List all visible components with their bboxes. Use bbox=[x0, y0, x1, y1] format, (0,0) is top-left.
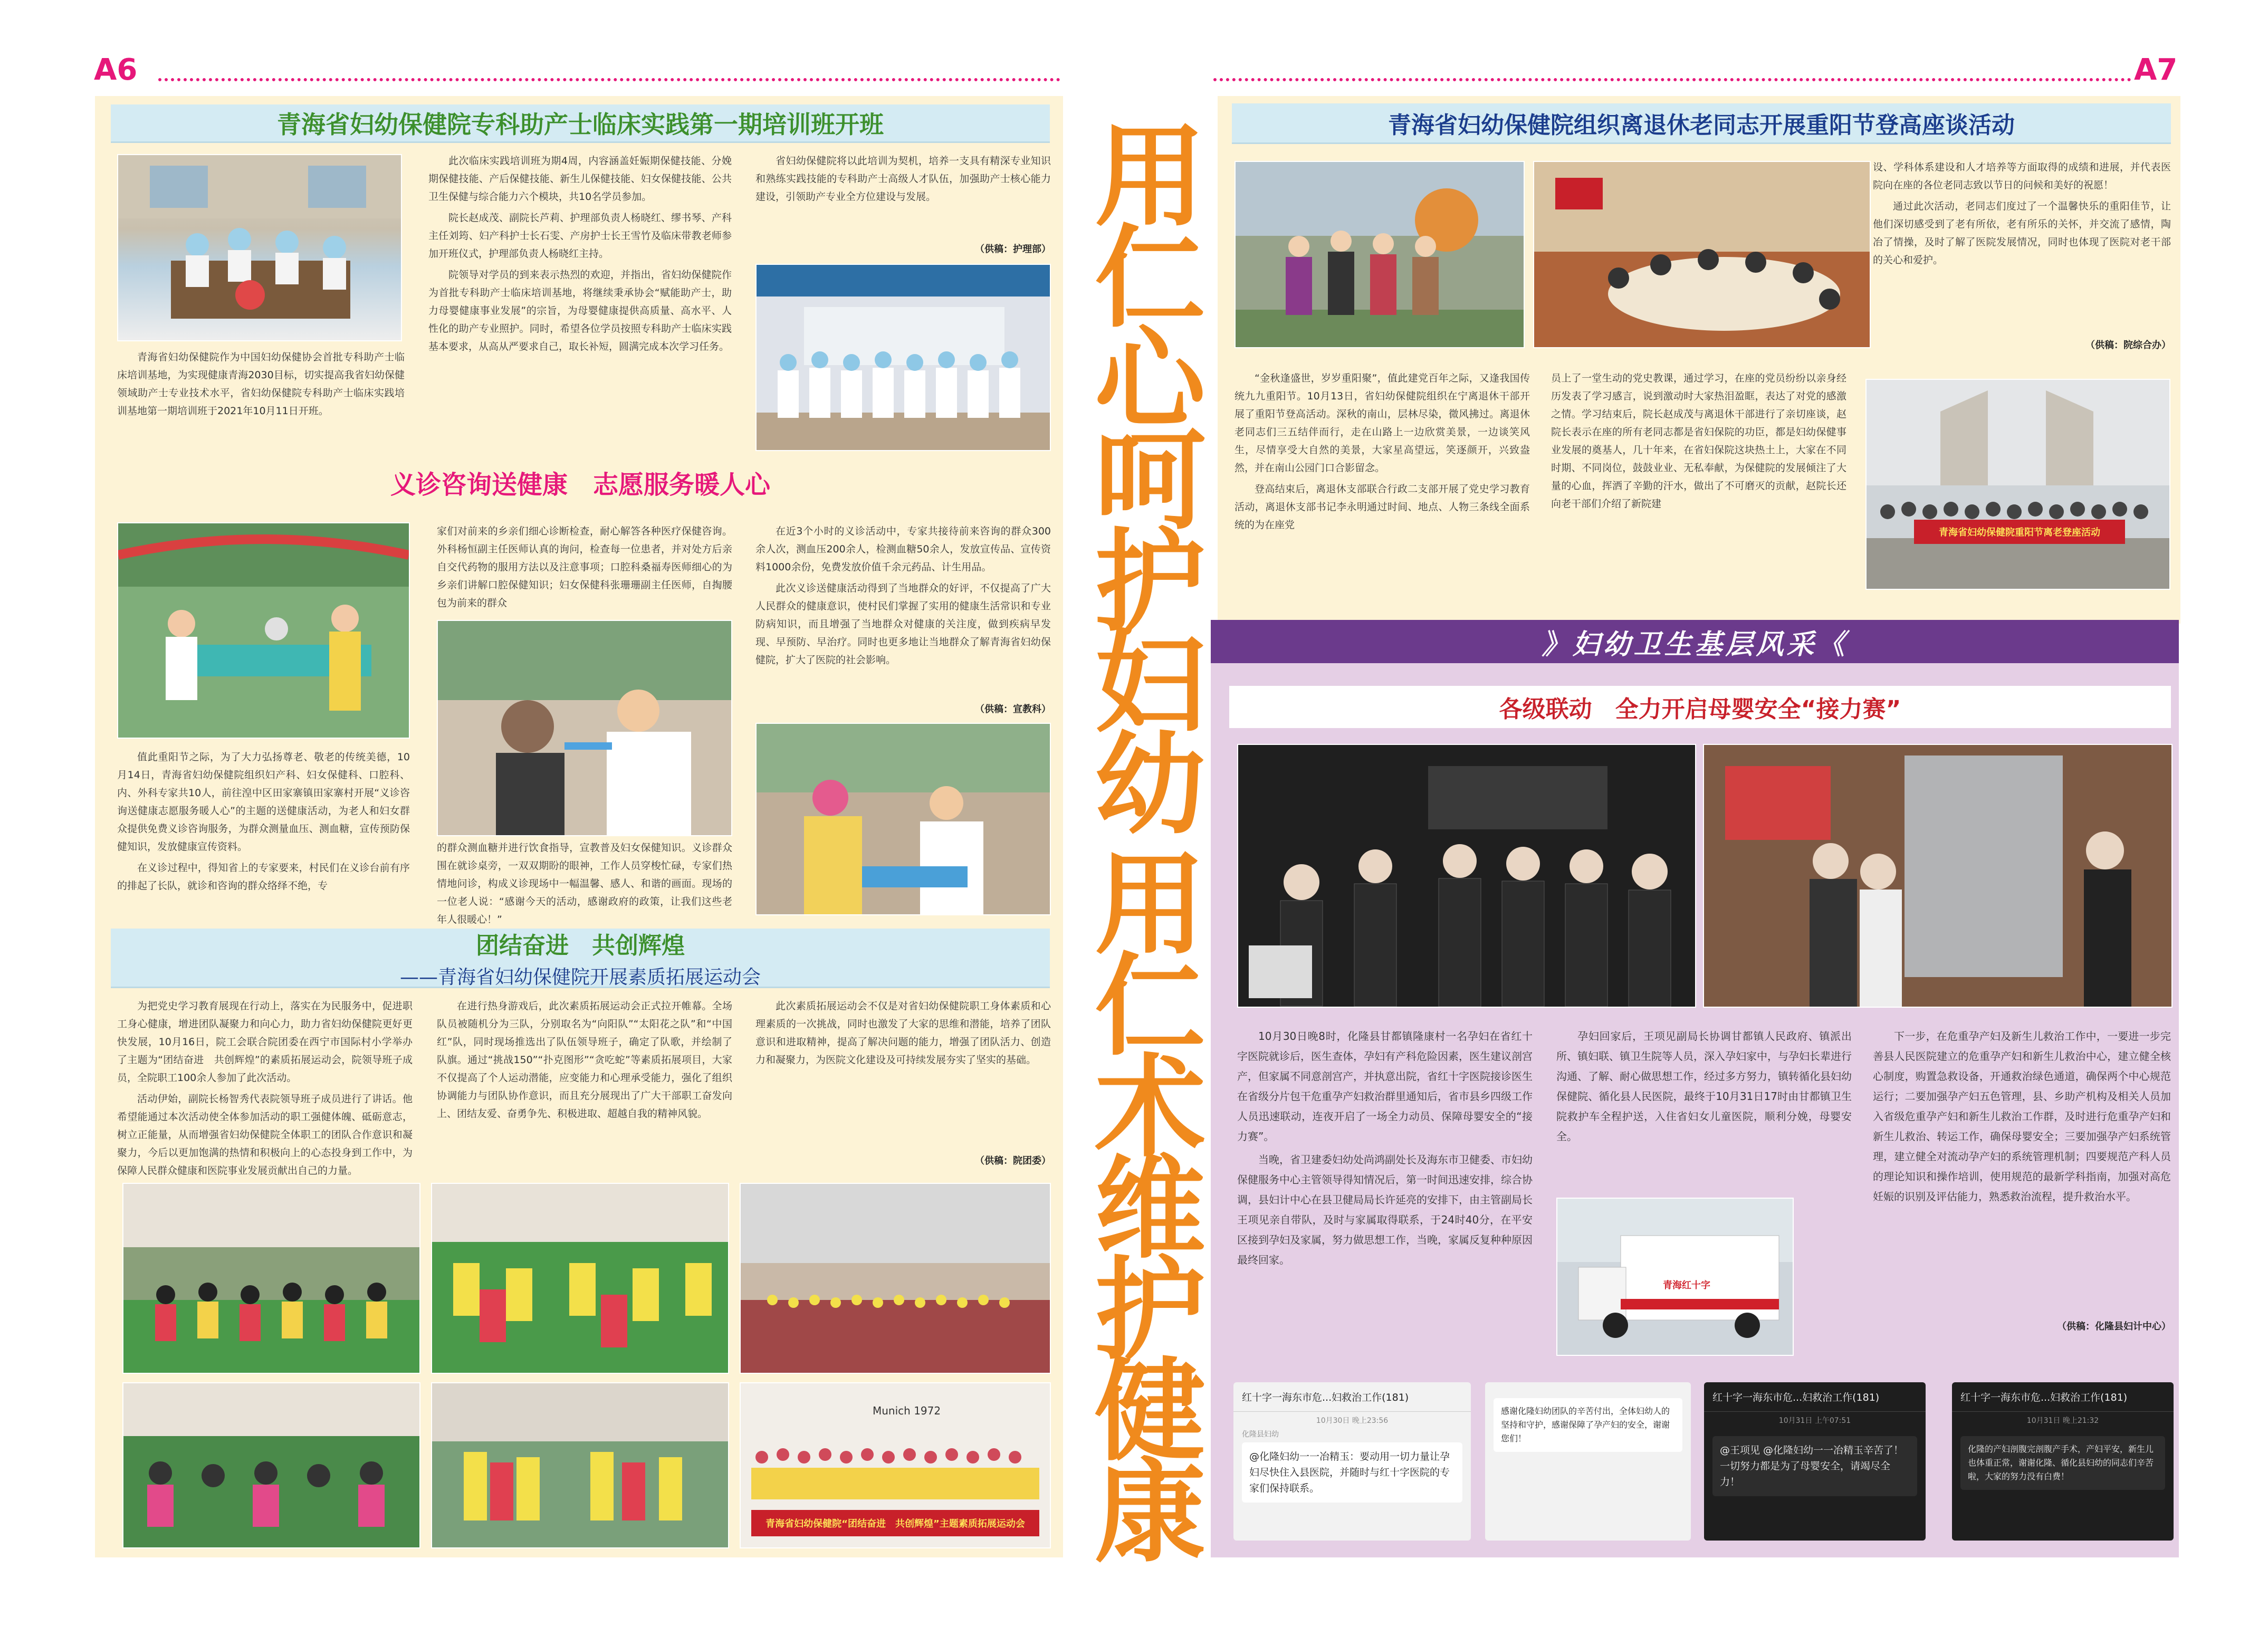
a2-paragraph: 在义诊过程中，得知省上的专家要来，村民们在义诊台前有序的排起了长队，就诊和咨询的群众络绎不绝，专 bbox=[117, 862, 410, 892]
photo-elderly-garden bbox=[1235, 161, 1525, 348]
a3-paragraph: 在进行热身游戏后，此次素质拓展运动会正式拉开帷幕。全场队员被随机分为三队，分别取名为“向阳队”“太阳花之队”和“中国红”队，同时现场推选出了队伍领导班子，确定了队歌，并绘制了队旗。通过“挑战150”“扑克图形”“贪吃蛇”等素质拓展项目，大家不仅提高了个人运动潜能，应变能力和心理承受能力，强化了组织协调能力与团队协作意识，而且充分展现出了广大干部职工奋发向上、团结友爱、奋勇争先、积极进取、超越自我的精神风貌。 bbox=[437, 1000, 732, 1120]
a3-paragraph: 为把党史学习教育展现在行动上，落实在为民服务中，促进职工身心健康，增进团队凝聚力和向心力，助力省妇幼保健院更好更快发展，10月16日，院工会联合院团委在西宁市国际村小学举办了主题为“团结奋进 共创辉煌”的素质拓展运动会，院领导班子成员，全院职工100余人参加了此次活动。 bbox=[117, 1000, 413, 1084]
chat-screenshot-3 bbox=[1704, 1382, 1926, 1541]
a3-credit: （供稿：院团委） bbox=[975, 1155, 1051, 1166]
chat-screenshot-1 bbox=[1233, 1382, 1471, 1541]
top-divider-right bbox=[1213, 78, 2131, 81]
slogan-line-1: 用仁心呵护妇幼 bbox=[1094, 112, 1205, 849]
photo-training-meeting bbox=[117, 154, 402, 341]
photo-sports-4 bbox=[122, 1382, 420, 1548]
a2-paragraph: 此次义诊送健康活动得到了当地群众的好评，不仅提高了广大人民群众的健康意识，使村民们掌握了实用的健康生活常识和专业防病知识，而且增强了当地群众对健康的关注度，做到疾病早发现、早预防、早治疗。同时也更多地让当地群众了解青海省妇幼保健院，扩大了医院的社会影响。 bbox=[755, 582, 1051, 666]
a3-column-2 bbox=[437, 997, 732, 1177]
chat-message: @王项见 @化隆妇幼一一冶精玉辛苦了！一切努力都是为了母婴安全，请竭尽全力！ bbox=[1712, 1436, 1917, 1496]
activity-banner: 青海省妇幼保健院“团结奋进 共创辉煌”主题素质拓展运动会 bbox=[751, 1510, 1039, 1536]
a3-paragraph: 活动伊始，副院长杨智秀代表院领导班子成员进行了讲话。他希望能通过本次活动使全体参加活动的职工强健体魄、砥砺意志，树立正能量，从而增强省妇幼保健院全体职工的团队合作意识和凝聚力，今后以更加饱满的热情和积极向上的心态投身到工作中，为保障人民群众健康和医院事业发展贡献出自己的力量。 bbox=[117, 1093, 413, 1177]
chat-message: 感谢化隆妇幼团队的辛苦付出，全体妇幼人的坚持和守护，感谢保障了孕产妇的安全，谢谢您们！ bbox=[1494, 1398, 1682, 1452]
b1-column-1 bbox=[1235, 369, 1530, 615]
photo-training-group bbox=[755, 264, 1051, 451]
a1-credit: （供稿：护理部） bbox=[975, 244, 1051, 255]
photo-sports-1 bbox=[122, 1183, 420, 1374]
page-number-right: A7 bbox=[2134, 53, 2178, 87]
chat-title: 红十字一海东市危...妇救治工作(181) bbox=[1704, 1382, 1926, 1412]
ambulance-label: 青海红十字 bbox=[1663, 1280, 1710, 1291]
photo-home-visit bbox=[1703, 744, 2173, 1008]
a1-paragraph: 省妇幼保健院将以此培训为契机，培养一支具有精深专业知识和熟练实践技能的专科助产士高级人才队伍，加强助产士核心能力建设，引领助产专业全方位建设与发展。 bbox=[755, 155, 1051, 203]
a2-paragraph: 在近3个小时的义诊活动中，专家共接待前来咨询的群众300余人次，测血压200余人，检测血糖50余人，发放宣传品、宣传资料1000余份，免费发放价值千余元药品、计生用品。 bbox=[755, 525, 1051, 573]
b2-paragraph: 下一步，在危重孕产妇及新生儿救治工作中，一要进一步完善县人民医院建立的危重孕产妇和新生儿救治中心，建立健全核心制度，购置急救设备，开通救治绿色通道，确保两个中心规范运行；二要加强孕产妇五色管理，县、乡助产机构及相关人员加入省级危重孕产妇和新生儿救治工作群，及时进行危重孕产妇和新生儿救治、转运工作，确保母婴安全；三要加强孕产妇系统管理，建立健全对流动孕产妇的系统管理机制；四要规范产科人员的理论知识和操作培训，使用规范的最新学科指南，加强对高危妊娠的识别及评估能力，熟悉救治流程，提升救治水平。 bbox=[1873, 1030, 2171, 1203]
chat-time: 10月31日 上午07:51 bbox=[1778, 1417, 1851, 1425]
section-header: 》妇幼卫生基层风采《 bbox=[1211, 620, 2179, 663]
chat-time: 10月31日 晚上21:32 bbox=[2026, 1417, 2099, 1425]
chat-title: 红十字一海东市危...妇救治工作(181) bbox=[1233, 1382, 1471, 1412]
b1-paragraph: 员上了一堂生动的党史教课，通过学习，在座的党员纷纷以亲身经历发表了学习感言，说到激动时大家热泪盈眶，表达了对党的感激之情。学习结束后，院长赵成茂与离退休干部进行了亲切座谈，赵院长表示在座的所有老同志都是省妇保院的功臣，都是妇幼保健事业发展的奠基人，几十年来，在省妇保院这块热土上，大家在不同时期、不同岗位，鼓鼓业业、无私奉献，为保健院的发展倾注了大量的心血，挥洒了辛勤的汗水，做出了不可磨灭的贡献，赵院长还向老干部们介绍了新院建 bbox=[1551, 372, 1846, 510]
article-title-bar bbox=[1232, 103, 2171, 144]
article-title: 青海省妇幼保健院专科助产士临床实践第一期培训班开班 bbox=[277, 110, 884, 139]
b1-paragraph: 登高结束后，离退休支部联合行政二支部开展了党史学习教育活动，离退休支部书记李永明通过时间、地点、人物三条线全面系统的为在座党 bbox=[1235, 483, 1530, 531]
b1-paragraph: 设、学科体系建设和人才培养等方面取得的成绩和进展，并代表医院向在座的各位老同志致以节日的问候和美好的祝愿！ bbox=[1873, 161, 2171, 191]
article-title: 团结奋进 共创辉煌 bbox=[476, 932, 685, 959]
chat-screenshot-4 bbox=[1952, 1382, 2174, 1541]
elderly-photo-banner: 青海省妇幼保健院重阳节离老登座活动 bbox=[1914, 520, 2125, 544]
article-title: 各级联动 全力开启母婴安全“接力赛” bbox=[1499, 696, 1901, 723]
a2-column-1 bbox=[117, 748, 410, 949]
a2-column-3 bbox=[755, 522, 1051, 696]
chat-screenshot-2 bbox=[1485, 1382, 1691, 1541]
b2-paragraph: 10月30日晚8时，化隆县甘都镇隆康村一名孕妇在省红十字医院就诊后，医生查体，孕妇有产科危险因素，医生建议剖宫产，但家属不同意剖宫产，并执意出院，省红十字医院接诊医生在省级分片包干危重孕产妇救治群里通知后，省市县乡四级工作人员迅速联动，连夜开启了一场全力动员、保障母婴安全的“接力赛”。 bbox=[1237, 1030, 1533, 1143]
photo-clinic-greenhouse bbox=[117, 522, 410, 739]
a1-paragraph: 院长赵成茂、副院长芦莉、护理部负责人杨晓红、缪书琴、产科主任刘筠、妇产科护士长石雯、产房护士长王雪竹及临床带教老师参加开班仪式，护理部负责人杨晓红主持。 bbox=[428, 212, 732, 260]
chat-sender: 化隆县妇幼 bbox=[1242, 1430, 1279, 1439]
chat-title: 红十字一海东市危...妇救治工作(181) bbox=[1952, 1382, 2174, 1412]
photo-volunteer-service bbox=[755, 723, 1051, 915]
olympic-sign: Munich 1972 bbox=[873, 1404, 941, 1417]
photo-elderly-group bbox=[1865, 379, 2170, 590]
a3-paragraph: 此次素质拓展运动会不仅是对省妇幼保健院职工身体素质和心理素质的一次挑战，同时也激发了大家的思维和潜能，培养了团队意识和进取精神，提高了解决问题的能力，增强了团队活力、创造力和凝聚力，为医院文化建设及可持续发展夯实了坚实的基础。 bbox=[755, 1000, 1051, 1066]
a3-column-1 bbox=[117, 997, 413, 1177]
article-title-bar bbox=[111, 929, 1050, 988]
b1-column-2 bbox=[1551, 369, 1846, 615]
a1-paragraph: 院领导对学员的到来表示热烈的欢迎，并指出，省妇幼保健院作为首批专科助产士临床培训基地，将继续秉承协会“赋能助产士，助力母婴健康事业发展”的宗旨，为母婴健康提供高质量、高水平、人性化的助产专业照护。同时，希望各位学员按照专科助产士临床实践基本要求，从高从严要求自己，取长补短，圆满完成本次学习任务。 bbox=[428, 269, 732, 352]
b2-column-2 bbox=[1556, 1026, 1852, 1184]
a2-paragraph: 的群众测血糖并进行饮食指导，宣教普及妇女保健知识。义诊群众围在就诊桌旁，一双双期盼的眼神，工作人员穿梭忙碌，专家们热情地问诊，构成义诊现场中一幅温馨、感人、和谐的画面。现场的一位老人说：“感谢今天的活动，感谢政府的政策，让我们这些老年人很暖心！” bbox=[437, 842, 732, 925]
chat-time: 10月30日 晚上23:56 bbox=[1316, 1417, 1389, 1425]
chat-message: @化隆妇幼一一冶精玉：要动用一切力量让孕妇尽快住入县医院，并随时与红十字医院的专家们保持联系。 bbox=[1242, 1442, 1462, 1503]
top-divider-left bbox=[158, 78, 1060, 81]
a2-credit: （供稿：宣教科） bbox=[975, 704, 1051, 715]
photo-dental-exam bbox=[437, 620, 732, 836]
b2-paragraph: 当晚，省卫建委妇幼处尚鸿副处长及海东市卫健委、市妇幼保健服务中心主管领导得知情况后，第一时间迅速安排，综合协调，县妇计中心在县卫健局局长许延亮的安排下，由主管副局长王项见亲自带队，及时与家属取得联系，于24时40分，在平安区接到孕妇及家属，努力做思想工作，当晚，家属反复种种原因最终回家。 bbox=[1237, 1153, 1533, 1266]
b1-paragraph: 通过此次活动，老同志们度过了一个温馨快乐的重阳佳节，让他们深切感受到了老有所依，老有所乐的关怀，并交流了感情，陶冶了情操，及时了解了医院发展情况，同时也体现了医院对老干部的关心和爱护。 bbox=[1873, 200, 2171, 266]
b1-paragraph: “金秋逢盛世，岁岁重阳聚”，值此建党百年之际，又逢我国传统九九重阳节。10月13日，省妇幼保健院组织在宁离退休干部开展了重阳节登高活动。深秋的南山，层林尽染，微风拂过。离退休老同志们三五结伴而行，走在山路上一边欣赏美景，一边谈笑风生，尽情享受大自然的美景，大家星高望远，笑逐颜开，兴致盎然，并在南山公园门口合影留念。 bbox=[1235, 372, 1530, 474]
article-subtitle: ——青海省妇幼保健院开展素质拓展运动会 bbox=[399, 966, 761, 988]
photo-group-banner bbox=[740, 1382, 1051, 1548]
a1-column-2 bbox=[428, 152, 732, 463]
b2-column-3 bbox=[1873, 1026, 2171, 1311]
a1-column-1 bbox=[117, 348, 405, 464]
article-title-bar bbox=[111, 104, 1050, 143]
a1-column-3 bbox=[755, 152, 1051, 242]
b2-paragraph: 孕妇回家后，王项见副局长协调甘都镇人民政府、镇派出所、镇妇联、镇卫生院等人员，深入孕妇家中，与孕妇长辈进行沟通、了解、耐心做思想工作，经过多方努力，镇转循化县妇幼保健院、循化县人民医院，最终于10月31日17时由甘都镇卫生院救护车全程护送，入住省妇女儿童医院，顺利分娩，母婴安全。 bbox=[1556, 1030, 1852, 1143]
a2-column-2 bbox=[437, 522, 732, 617]
b1-credit: （供稿：院综合办） bbox=[2085, 340, 2171, 351]
b2-credit: （供稿：化隆县妇计中心） bbox=[2057, 1321, 2171, 1332]
a2-paragraph: 家们对前来的乡亲们细心诊断检查，耐心解答各种医疗保健咨询。外科杨恒副主任医师认真的询问，检查每一位患者，并对处方后亲自交代药物的服用方法以及注意事项；口腔科桑福寿医师细心的为乡亲们讲解口腔保健知识；妇女保健科张珊珊副主任医师，自掏腰包为前来的群众 bbox=[437, 525, 732, 609]
b1-column-3 bbox=[1873, 158, 2171, 338]
article-title: 青海省妇幼保健院组织离退休老同志开展重阳节登高座谈活动 bbox=[1388, 112, 2015, 139]
photo-sports-2 bbox=[431, 1183, 729, 1374]
slogan-line-2: 用仁术维护健康 bbox=[1094, 840, 1205, 1577]
a3-column-3 bbox=[755, 997, 1051, 1150]
a1-paragraph: 青海省妇幼保健院作为中国妇幼保健协会首批专科助产士临床培训基地，为实现健康青海2030目标，切实提高我省妇幼保健领域助产士专业技术水平，省妇幼保健院专科助产士临床实践培训基地第一期培训班于2021年10月11日开班。 bbox=[117, 351, 405, 417]
chat-message: 化隆的产妇剖腹完剖腹产手术，产妇平安，新生儿也体重正常，谢谢化隆、循化县妇幼的同志们辛苦啦，大家的努力没有白费！ bbox=[1960, 1436, 2165, 1490]
photo-sports-3 bbox=[740, 1183, 1051, 1374]
a2-paragraph: 值此重阳节之际，为了大力弘扬尊老、敬老的传统美德，10月14日，青海省妇幼保健院组织妇产科、妇女保健科、口腔科、内、外科专家共10人，前往湟中区田家寨镇田家寨村开展“义诊咨询送健康志愿服务暖人心”的主题的送健康活动，为老人和妇女群众提供免费义诊咨询服务，为群众测量血压、测血糖，宣传预防保健知识，发放健康宣传资料。 bbox=[117, 751, 410, 853]
photo-meeting-room bbox=[1533, 161, 1871, 348]
page-number-left: A6 bbox=[94, 53, 138, 87]
b2-column-1 bbox=[1237, 1026, 1533, 1369]
article-title-bar bbox=[1229, 686, 2171, 728]
photo-ambulance bbox=[1556, 1198, 1794, 1356]
article-title: 义诊咨询送健康 志愿服务暖人心 bbox=[390, 470, 770, 500]
photo-night-meeting bbox=[1237, 744, 1696, 1008]
photo-sports-5 bbox=[431, 1382, 729, 1548]
a1-paragraph: 此次临床实践培训班为期4周，内容涵盖妊娠期保健技能、分娩期保健技能、产后保健技能、新生儿保健技能、妇女保健技能、公共卫生保健与综合能力六个模块，共10名学员参加。 bbox=[428, 155, 732, 203]
